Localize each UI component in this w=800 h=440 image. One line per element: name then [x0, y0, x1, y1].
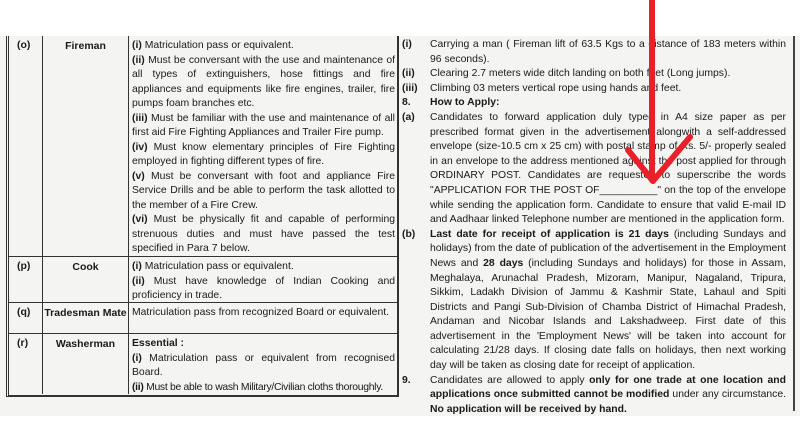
qualification-cell: Matriculation pass from recognized Board or equivalent.: [132, 307, 390, 318]
post-name: Tradesman Mate: [43, 303, 129, 334]
arrow-head: [628, 137, 690, 181]
post-name: Cook: [43, 257, 129, 303]
post-name: Fireman: [43, 36, 129, 256]
row-number: (o): [9, 36, 43, 256]
test-item: (iii) Climbing 03 meters vertical rope using hands and feet.: [402, 82, 682, 94]
test-item: (ii) Clearing 2.7 meters wide ditch landing on both feet (Long jumps).: [402, 68, 731, 80]
paragraph-b: (b) Last date for receipt of application is 21 days (including Sundays and holidays) from the date of publication of the advertisement in the Employment News and 28 days (including Sundays and holidays) for those in Assam, Meghalaya, Arunachal Pradesh, Mizoram, Manipur, Nagaland, Tripura, Sikkim, Ladakh Division of Jammu & Kashmir State, Lahaul and Spiti Districts and Pangi Sub-Division of Chamba District of Himachal Pradesh, Andaman and Nicobar Islands and Lakshadweep. First date of this advertisement in the 'Employment News' will be taken into account for calculating 21/28 days. If closing date falls on holidays, then next working day will be taken as closing date for receipt of application.: [402, 228, 786, 372]
qualification-cell: (i) Matriculation pass or equivalent. (ii) Must have knowledge of Indian Cooking and proficiency in trade.: [132, 261, 395, 301]
row-number: (q): [9, 303, 43, 334]
qualification-cell: Essential : (i) Matriculation pass or equivalent from recognised Board. (ii) Must be able to wash Military/Civilian cloths thoroughly.: [132, 338, 395, 393]
paragraph-9: 9. Candidates are allowed to apply only for one trade at one location and applications once submitted cannot be modified under any circumstance. No application will be received by hand.: [402, 374, 786, 415]
paragraph-a: (a) Candidates to forward application duly typed in A4 size paper as per prescribed format given in the advertisement alongwith a self-addressed envelope (size-10.5 cm x 25 cm) with postal stamp of Rs. 5/- properly sealed in an envelope to the address mentioned against the post applied for through ORDINARY POST. Candidates are requested to superscribe the words "APPLICATION FOR THE POST OF__________" on the top of the envelope while sending the application form. Candidate to ensure that valid E-mail ID and Aadhaar linked Telephone number are mentioned in the application form.: [402, 111, 786, 226]
row-number: (p): [9, 257, 43, 303]
qualification-cell: (i) Matriculation pass or equivalent. (ii) Must be conversant with the use and maintenance of all types of extinguishers, hose fittings and fire appliances and equipments like fire engines, trailer, fire pumps foam branches etc. (iii) Must be familiar with the use and maintenance of all first aid Fire Fighting Appliances and Trailer Fire pump. (iv) Must know elementary principles of Fire Fighting employed in fighting different types of fire. (v) Must be conversant with foot and appliance Fire Service Drills and be able to perform the task allotted to the member of a Fire Crew. (vi) Must be physically fit and capable of performing strenuous duties and must have passed the test specified in Para 7 below.: [132, 40, 395, 254]
section-heading: 8. How to Apply:: [402, 97, 500, 109]
row-number: (r): [9, 334, 43, 394]
post-name: Washerman: [43, 334, 129, 394]
test-item: (i) Carrying a man ( Fireman lift of 63.5 Kgs to a distance of 183 meters within 96 seconds).: [402, 39, 786, 65]
